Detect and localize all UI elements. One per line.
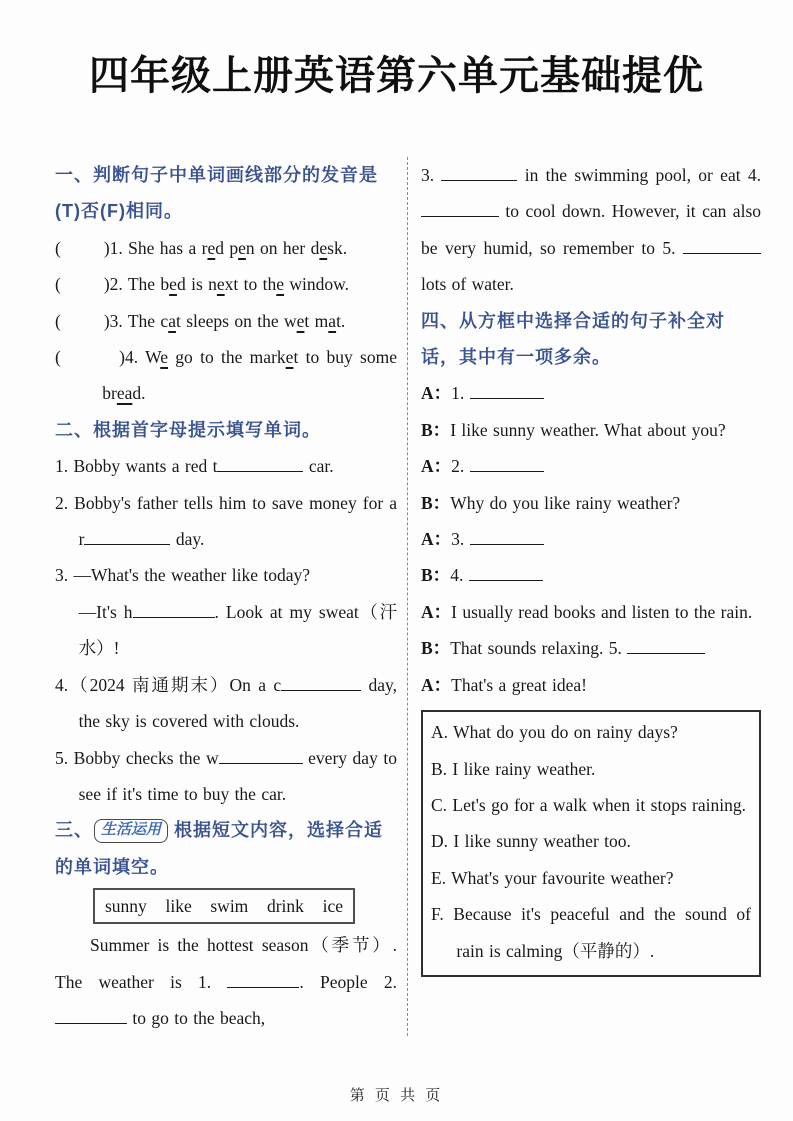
text-segment: C. Let's go for a walk when it stops raining.: [431, 794, 746, 815]
text-segment: I like sunny weather. What about you?: [450, 419, 726, 440]
text-segment: 根据短文内容，选择合适的单词填空。: [55, 820, 384, 877]
option-e: [431, 860, 751, 896]
option-d: [431, 823, 751, 859]
answer-blank: [683, 235, 761, 254]
underlined-letter: a: [168, 310, 176, 331]
underlined-letter: e: [296, 310, 305, 331]
life-application-badge: 生活运用: [94, 819, 168, 843]
wordbank-word: like: [165, 896, 192, 917]
wordbank-word: ice: [322, 896, 343, 917]
section-2-header: [55, 412, 397, 448]
text-segment: 5. Bobby checks the w: [55, 747, 219, 768]
underlined-letter: a: [328, 310, 337, 331]
content-area: [55, 157, 761, 1036]
text-segment: A：: [421, 601, 452, 622]
underlined-letter: e: [238, 237, 246, 258]
wordbank-word: drink: [266, 896, 304, 917]
text-segment: 3.: [451, 529, 470, 550]
tf-item-1: [55, 230, 397, 266]
dialogue-line-9: [421, 667, 761, 703]
text-segment: t.: [336, 310, 346, 331]
text-segment: F. Because it's peaceful and the sound of rain is calming（平静的）.: [431, 904, 751, 961]
text-segment: 2. Bobby's father tells him to save money for a r: [55, 492, 397, 550]
tf-item-2: [55, 266, 397, 302]
dialogue-line-5: [421, 521, 761, 557]
text-segment: t sleeps on the w: [175, 310, 297, 331]
answer-blank: [217, 454, 303, 473]
text-segment: . People 2.: [299, 971, 397, 992]
underlined-letter: e: [169, 274, 177, 295]
text-segment: A：: [421, 529, 452, 550]
answer-blank: [84, 527, 170, 546]
word-bank: [93, 888, 355, 924]
text-segment: ( )1. She has a r: [55, 237, 208, 258]
right-column: [408, 157, 761, 1036]
answer-blank: [470, 527, 544, 546]
text-segment: go to the mark: [168, 347, 286, 368]
answer-blank: [469, 563, 543, 582]
text-segment: to go to the beach,: [127, 1007, 266, 1028]
text-segment: 1. Bobby wants a red t: [55, 456, 218, 477]
answer-blank: [219, 745, 303, 764]
text-segment: B：: [421, 492, 451, 513]
text-segment: E. What's your favourite weather?: [431, 867, 674, 888]
text-segment: d p: [215, 237, 239, 258]
section-3-header: [55, 812, 397, 885]
text-segment: 1.: [451, 383, 470, 404]
page-footer: 第 页 共 页: [349, 1087, 444, 1104]
text-segment: A：: [421, 383, 452, 404]
text-segment: day.: [170, 529, 205, 550]
wordbank-word: swim: [210, 896, 249, 917]
text-segment: B：: [421, 419, 451, 440]
fill-item-5: [55, 740, 397, 813]
option-c: [431, 787, 751, 823]
answer-blank: [133, 599, 215, 618]
text-segment: 四、从方框中选择合适的句子补全对话，其中有一项多余。: [421, 310, 725, 368]
text-segment: That's a great idea!: [451, 674, 588, 695]
fill-item-1: [55, 448, 397, 484]
dialogue-line-4: [421, 485, 761, 521]
answer-blank: [470, 454, 544, 473]
text-segment: 三、: [55, 820, 93, 841]
left-column: [55, 157, 408, 1036]
text-segment: car.: [303, 456, 334, 477]
section-4-header: [421, 303, 761, 376]
tf-item-3: [55, 303, 397, 339]
text-segment: 2.: [451, 456, 470, 477]
answer-blank: [281, 672, 361, 691]
text-segment: 二、根据首字母提示填写单词。: [55, 419, 321, 440]
passage-part-2: [421, 157, 761, 303]
text-segment: . Look at my sweat（汗水）!: [78, 601, 398, 659]
text-segment: in the swimming pool, or eat 4.: [517, 165, 762, 185]
text-segment: B. I like rainy weather.: [431, 758, 596, 779]
underlined-letter: e: [216, 274, 225, 295]
text-segment: ( )4. W: [55, 347, 161, 368]
text-segment: 一、判断句子中单词画线部分的发音是(T)否(F)相同。: [55, 165, 378, 222]
tf-item-4: [55, 339, 397, 412]
text-segment: day, the sky is covered with clouds.: [78, 674, 397, 732]
underlined-letter: e: [276, 274, 285, 295]
text-segment: t to buy some br: [102, 347, 397, 404]
text-segment: Summer is the hottest season（季节）. The weather is 1.: [55, 935, 397, 992]
answer-blank: [421, 199, 499, 218]
text-segment: D. I like sunny weather too.: [431, 831, 631, 852]
text-segment: n on her d: [245, 237, 320, 258]
underlined-letter: e: [160, 347, 169, 368]
text-segment: That sounds relaxing. 5.: [450, 638, 628, 659]
text-segment: Why do you like rainy weather?: [450, 492, 681, 513]
answer-blank: [55, 1005, 127, 1024]
answer-blank: [627, 636, 705, 655]
option-a: [431, 714, 751, 750]
text-segment: 4.: [450, 565, 469, 586]
text-segment: 3. —What's the weather like today?: [55, 565, 311, 586]
text-segment: B：: [421, 638, 451, 659]
text-segment: every day to see if it's time to buy the car.: [78, 747, 397, 804]
section-1-header: [55, 157, 397, 230]
dialogue-line-7: [421, 594, 761, 630]
dialogue-line-8: [421, 630, 761, 666]
option-f: [431, 896, 751, 969]
text-segment: 4.（2024 南通期末）On a c: [55, 674, 282, 695]
text-segment: A：: [421, 456, 452, 477]
text-segment: lots of water.: [421, 274, 514, 295]
underlined-letter: e: [319, 237, 328, 258]
text-segment: to cool down. However, it can also be very humid, so remember to 5.: [421, 201, 761, 258]
text-segment: d is n: [176, 274, 217, 295]
text-segment: xt to th: [224, 274, 277, 295]
fill-item-3: [55, 557, 397, 593]
underlined-letter: e: [285, 347, 294, 368]
fill-item-3-answer: [55, 594, 397, 667]
page-title: 四年级上册英语第六单元基础提优: [89, 54, 704, 98]
dialogue-line-2: [421, 412, 761, 448]
options-box: [421, 710, 761, 977]
answer-blank: [227, 969, 299, 988]
option-b: [431, 751, 751, 787]
answer-blank: [470, 381, 544, 400]
fill-item-2: [55, 485, 397, 558]
text-segment: —It's h: [78, 601, 133, 622]
dialogue-line-3: [421, 448, 761, 484]
passage-part-1: [55, 927, 397, 1036]
text-segment: 3.: [421, 165, 442, 185]
text-segment: sk.: [327, 237, 348, 258]
text-segment: A：: [421, 674, 452, 695]
text-segment: I usually read books and listen to the rain.: [451, 601, 753, 622]
text-segment: window.: [284, 274, 350, 295]
text-segment: ( )2. The b: [55, 274, 170, 295]
wordbank-word: sunny: [105, 896, 147, 917]
text-segment: t m: [304, 310, 329, 331]
underlined-letter: e: [207, 237, 216, 258]
text-segment: B：: [421, 565, 451, 586]
fill-item-4: [55, 667, 397, 740]
text-segment: d.: [132, 383, 146, 404]
text-segment: A. What do you do on rainy days?: [431, 722, 678, 743]
text-segment: ( )3. The c: [55, 310, 169, 331]
underlined-letter: ea: [116, 383, 133, 404]
dialogue-line-6: [421, 557, 761, 593]
dialogue-line-1: [421, 375, 761, 411]
answer-blank: [441, 163, 517, 182]
